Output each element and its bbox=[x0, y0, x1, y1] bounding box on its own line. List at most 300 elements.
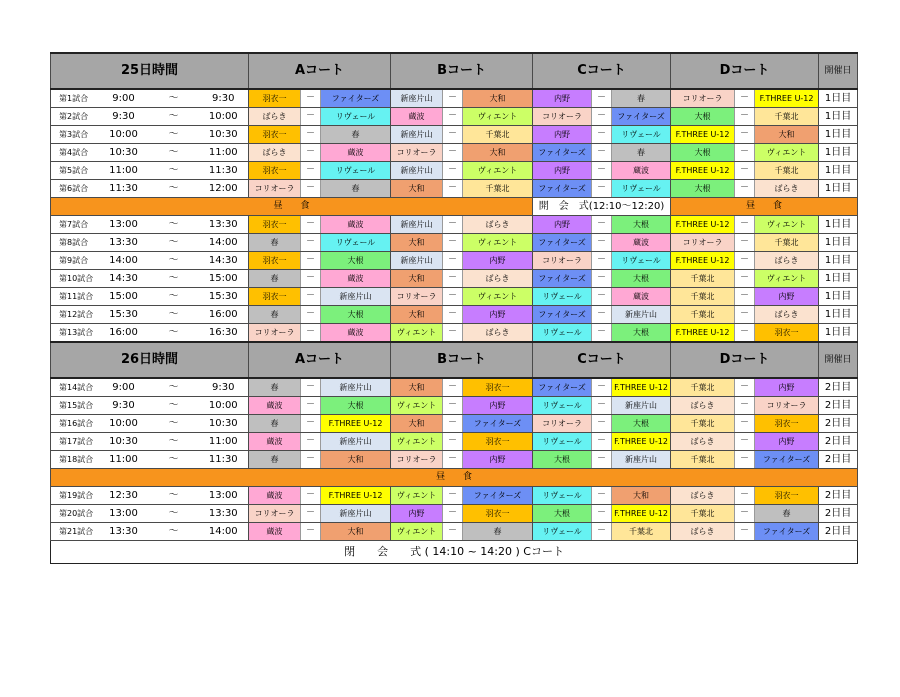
team-home: 新座片山 bbox=[391, 89, 443, 108]
event-day: 1日目 bbox=[819, 324, 858, 343]
versus-dash: － bbox=[443, 324, 463, 343]
match-number: 第11試合 bbox=[51, 288, 99, 306]
end-time: 13:30 bbox=[199, 505, 249, 523]
versus-dash: － bbox=[735, 523, 755, 541]
versus-dash: － bbox=[592, 451, 612, 469]
team-away: 蔵波 bbox=[321, 216, 391, 234]
team-home: 春 bbox=[249, 270, 301, 288]
time-separator: 〜 bbox=[149, 89, 199, 108]
end-time: 11:00 bbox=[199, 433, 249, 451]
start-time: 13:30 bbox=[99, 234, 149, 252]
start-time: 11:00 bbox=[99, 162, 149, 180]
match-number: 第9試合 bbox=[51, 252, 99, 270]
versus-dash: － bbox=[592, 415, 612, 433]
team-away: F.THREE U-12 bbox=[612, 433, 671, 451]
team-home: 千葉北 bbox=[671, 306, 735, 324]
versus-dash: － bbox=[443, 415, 463, 433]
team-away: 新座片山 bbox=[612, 397, 671, 415]
team-home: F.THREE U-12 bbox=[671, 126, 735, 144]
team-away: 大根 bbox=[321, 397, 391, 415]
versus-dash: － bbox=[735, 324, 755, 343]
match-number: 第13試合 bbox=[51, 324, 99, 343]
opening-ceremony: 開 会 式(12:10〜12:20) bbox=[533, 198, 671, 216]
team-away: 大和 bbox=[321, 523, 391, 541]
match-row bbox=[51, 324, 858, 343]
start-time: 10:30 bbox=[99, 144, 149, 162]
end-time: 16:30 bbox=[199, 324, 249, 343]
match-number: 第10試合 bbox=[51, 270, 99, 288]
team-away: 新座片山 bbox=[321, 505, 391, 523]
start-time: 12:30 bbox=[99, 487, 149, 505]
start-time: 13:00 bbox=[99, 505, 149, 523]
team-away: 大根 bbox=[321, 306, 391, 324]
versus-dash: － bbox=[443, 451, 463, 469]
start-time: 9:30 bbox=[99, 397, 149, 415]
team-home: リヴェール bbox=[533, 397, 592, 415]
versus-dash: － bbox=[735, 216, 755, 234]
team-away: 蔵波 bbox=[321, 144, 391, 162]
start-time: 9:00 bbox=[99, 378, 149, 397]
team-home: コリオーラ bbox=[671, 89, 735, 108]
versus-dash: － bbox=[443, 108, 463, 126]
event-day: 2日目 bbox=[819, 487, 858, 505]
event-day: 2日目 bbox=[819, 451, 858, 469]
match-row bbox=[51, 162, 858, 180]
team-away: 羽衣一 bbox=[755, 415, 819, 433]
team-home: ばらき bbox=[671, 433, 735, 451]
team-away: 新座片山 bbox=[321, 433, 391, 451]
team-home: ファイターズ bbox=[533, 306, 592, 324]
versus-dash: － bbox=[301, 234, 321, 252]
team-away: 内野 bbox=[755, 433, 819, 451]
team-home: 新座片山 bbox=[391, 126, 443, 144]
match-number: 第1試合 bbox=[51, 89, 99, 108]
team-home: コリオーラ bbox=[391, 144, 443, 162]
end-time: 10:30 bbox=[199, 126, 249, 144]
team-away: 内野 bbox=[755, 378, 819, 397]
event-day: 1日目 bbox=[819, 108, 858, 126]
versus-dash: － bbox=[301, 324, 321, 343]
court-title: Cコート bbox=[533, 342, 671, 378]
versus-dash: － bbox=[443, 180, 463, 198]
versus-dash: － bbox=[443, 487, 463, 505]
time-separator: 〜 bbox=[149, 270, 199, 288]
start-time: 14:00 bbox=[99, 252, 149, 270]
team-home: 新座片山 bbox=[391, 216, 443, 234]
versus-dash: － bbox=[735, 180, 755, 198]
versus-dash: － bbox=[301, 523, 321, 541]
lunch-label: 昼 食 bbox=[671, 198, 858, 216]
versus-dash: － bbox=[301, 270, 321, 288]
team-home: ファイターズ bbox=[533, 180, 592, 198]
end-time: 15:00 bbox=[199, 270, 249, 288]
versus-dash: － bbox=[592, 89, 612, 108]
team-home: ヴィエント bbox=[391, 487, 443, 505]
start-time: 13:30 bbox=[99, 523, 149, 541]
team-home: ファイターズ bbox=[533, 144, 592, 162]
end-time: 10:30 bbox=[199, 415, 249, 433]
versus-dash: － bbox=[592, 306, 612, 324]
match-row bbox=[51, 523, 858, 541]
team-home: コリオーラ bbox=[671, 234, 735, 252]
match-number: 第8試合 bbox=[51, 234, 99, 252]
team-away: リヴェール bbox=[612, 126, 671, 144]
time-separator: 〜 bbox=[149, 234, 199, 252]
versus-dash: － bbox=[592, 270, 612, 288]
versus-dash: － bbox=[443, 505, 463, 523]
team-home: 春 bbox=[249, 451, 301, 469]
time-separator: 〜 bbox=[149, 505, 199, 523]
closing-ceremony-row bbox=[51, 541, 858, 564]
team-away: リヴェール bbox=[321, 108, 391, 126]
team-home: 蔵波 bbox=[249, 397, 301, 415]
team-home: 大根 bbox=[671, 108, 735, 126]
versus-dash: － bbox=[592, 252, 612, 270]
match-row bbox=[51, 451, 858, 469]
team-home: 春 bbox=[249, 234, 301, 252]
team-home: コリオーラ bbox=[391, 288, 443, 306]
team-home: リヴェール bbox=[533, 433, 592, 451]
team-home: ヴィエント bbox=[391, 397, 443, 415]
event-day: 2日目 bbox=[819, 397, 858, 415]
match-row bbox=[51, 89, 858, 108]
match-row bbox=[51, 108, 858, 126]
versus-dash: － bbox=[301, 415, 321, 433]
end-time: 11:00 bbox=[199, 144, 249, 162]
team-home: 千葉北 bbox=[671, 415, 735, 433]
team-away: 新座片山 bbox=[612, 306, 671, 324]
team-home: 大根 bbox=[671, 144, 735, 162]
team-home: リヴェール bbox=[533, 288, 592, 306]
team-home: 蔵波 bbox=[249, 523, 301, 541]
team-away: 春 bbox=[463, 523, 533, 541]
versus-dash: － bbox=[443, 89, 463, 108]
versus-dash: － bbox=[443, 216, 463, 234]
team-home: ばらき bbox=[249, 144, 301, 162]
team-home: コリオーラ bbox=[391, 451, 443, 469]
versus-dash: － bbox=[443, 523, 463, 541]
team-away: ヴィエント bbox=[463, 288, 533, 306]
team-home: 大根 bbox=[533, 451, 592, 469]
versus-dash: － bbox=[735, 89, 755, 108]
team-away: F.THREE U-12 bbox=[755, 89, 819, 108]
event-day: 2日目 bbox=[819, 433, 858, 451]
versus-dash: － bbox=[735, 270, 755, 288]
event-day: 1日目 bbox=[819, 180, 858, 198]
time-separator: 〜 bbox=[149, 324, 199, 343]
versus-dash: － bbox=[735, 108, 755, 126]
versus-dash: － bbox=[735, 433, 755, 451]
versus-dash: － bbox=[735, 378, 755, 397]
event-day: 1日目 bbox=[819, 89, 858, 108]
match-row bbox=[51, 306, 858, 324]
team-away: 内野 bbox=[463, 252, 533, 270]
end-time: 10:00 bbox=[199, 397, 249, 415]
event-day: 2日目 bbox=[819, 378, 858, 397]
team-away: リヴェール bbox=[321, 162, 391, 180]
team-home: 春 bbox=[249, 378, 301, 397]
team-away: 千葉北 bbox=[755, 108, 819, 126]
team-home: 大和 bbox=[391, 378, 443, 397]
team-away: ファイターズ bbox=[463, 415, 533, 433]
team-away: ばらき bbox=[755, 306, 819, 324]
team-away: ヴィエント bbox=[463, 108, 533, 126]
match-number: 第6試合 bbox=[51, 180, 99, 198]
end-time: 16:00 bbox=[199, 306, 249, 324]
team-away: 羽衣一 bbox=[463, 505, 533, 523]
versus-dash: － bbox=[443, 126, 463, 144]
team-away: 蔵波 bbox=[612, 288, 671, 306]
versus-dash: － bbox=[443, 234, 463, 252]
closing-ceremony: 閉 会 式 ( 14:10 ~ 14:20 ) Cコート bbox=[51, 541, 858, 564]
team-away: 内野 bbox=[463, 451, 533, 469]
time-separator: 〜 bbox=[149, 451, 199, 469]
team-away: 羽衣一 bbox=[755, 487, 819, 505]
event-day: 2日目 bbox=[819, 505, 858, 523]
start-time: 10:30 bbox=[99, 433, 149, 451]
team-home: ファイターズ bbox=[533, 270, 592, 288]
team-away: ファイターズ bbox=[612, 108, 671, 126]
match-number: 第7試合 bbox=[51, 216, 99, 234]
time-separator: 〜 bbox=[149, 523, 199, 541]
team-away: 大和 bbox=[321, 451, 391, 469]
team-away: ヴィエント bbox=[755, 216, 819, 234]
start-time: 9:00 bbox=[99, 89, 149, 108]
match-number: 第19試合 bbox=[51, 487, 99, 505]
end-time: 11:30 bbox=[199, 162, 249, 180]
team-away: 大根 bbox=[612, 270, 671, 288]
team-away: ばらき bbox=[755, 180, 819, 198]
team-away: 大根 bbox=[321, 252, 391, 270]
versus-dash: － bbox=[592, 180, 612, 198]
start-time: 9:30 bbox=[99, 108, 149, 126]
match-number: 第2試合 bbox=[51, 108, 99, 126]
team-home: コリオーラ bbox=[533, 415, 592, 433]
match-number: 第20試合 bbox=[51, 505, 99, 523]
team-home: ヴィエント bbox=[391, 433, 443, 451]
versus-dash: － bbox=[592, 397, 612, 415]
team-away: 大根 bbox=[612, 216, 671, 234]
start-time: 10:00 bbox=[99, 126, 149, 144]
event-day: 1日目 bbox=[819, 306, 858, 324]
team-home: 羽衣一 bbox=[249, 89, 301, 108]
time-separator: 〜 bbox=[149, 126, 199, 144]
match-row bbox=[51, 270, 858, 288]
versus-dash: － bbox=[735, 234, 755, 252]
versus-dash: － bbox=[301, 108, 321, 126]
time-separator: 〜 bbox=[149, 252, 199, 270]
team-home: 春 bbox=[249, 306, 301, 324]
team-home: ヴィエント bbox=[391, 523, 443, 541]
team-away: 蔵波 bbox=[321, 270, 391, 288]
match-number: 第16試合 bbox=[51, 415, 99, 433]
court-title: Bコート bbox=[391, 53, 533, 89]
end-time: 14:30 bbox=[199, 252, 249, 270]
time-title: 25日時間 bbox=[51, 53, 249, 89]
lunch-label: 昼 食 bbox=[51, 469, 858, 487]
team-away: 春 bbox=[321, 180, 391, 198]
team-away: 大根 bbox=[612, 415, 671, 433]
end-time: 12:00 bbox=[199, 180, 249, 198]
versus-dash: － bbox=[735, 451, 755, 469]
team-away: リヴェール bbox=[612, 180, 671, 198]
versus-dash: － bbox=[592, 162, 612, 180]
team-home: リヴェール bbox=[533, 523, 592, 541]
team-away: 千葉北 bbox=[612, 523, 671, 541]
start-time: 16:00 bbox=[99, 324, 149, 343]
time-separator: 〜 bbox=[149, 108, 199, 126]
event-day: 1日目 bbox=[819, 216, 858, 234]
versus-dash: － bbox=[592, 144, 612, 162]
match-number: 第17試合 bbox=[51, 433, 99, 451]
versus-dash: － bbox=[735, 252, 755, 270]
versus-dash: － bbox=[592, 288, 612, 306]
versus-dash: － bbox=[443, 162, 463, 180]
team-home: 大根 bbox=[533, 505, 592, 523]
team-away: 千葉北 bbox=[463, 180, 533, 198]
team-away: 大和 bbox=[612, 487, 671, 505]
lunch-break-row bbox=[51, 469, 858, 487]
versus-dash: － bbox=[301, 397, 321, 415]
match-row bbox=[51, 397, 858, 415]
team-away: 羽衣一 bbox=[463, 378, 533, 397]
team-home: 羽衣一 bbox=[249, 288, 301, 306]
team-away: ヴィエント bbox=[463, 162, 533, 180]
team-away: ばらき bbox=[755, 252, 819, 270]
team-home: 羽衣一 bbox=[249, 126, 301, 144]
end-time: 9:30 bbox=[199, 378, 249, 397]
team-away: ばらき bbox=[463, 216, 533, 234]
event-day: 2日目 bbox=[819, 523, 858, 541]
match-row bbox=[51, 144, 858, 162]
time-separator: 〜 bbox=[149, 487, 199, 505]
team-home: ヴィエント bbox=[391, 324, 443, 343]
team-away: 羽衣一 bbox=[755, 324, 819, 343]
versus-dash: － bbox=[592, 433, 612, 451]
time-separator: 〜 bbox=[149, 288, 199, 306]
team-away: ファイターズ bbox=[755, 523, 819, 541]
team-away: F.THREE U-12 bbox=[612, 378, 671, 397]
versus-dash: － bbox=[443, 288, 463, 306]
day-title: 開催日 bbox=[819, 53, 858, 89]
team-home: 千葉北 bbox=[671, 288, 735, 306]
team-away: 春 bbox=[612, 144, 671, 162]
time-separator: 〜 bbox=[149, 415, 199, 433]
event-day: 1日目 bbox=[819, 288, 858, 306]
team-away: F.THREE U-12 bbox=[321, 415, 391, 433]
court-header-row bbox=[51, 342, 858, 378]
match-row bbox=[51, 378, 858, 397]
team-away: 内野 bbox=[755, 288, 819, 306]
end-time: 13:00 bbox=[199, 487, 249, 505]
versus-dash: － bbox=[735, 505, 755, 523]
team-home: 千葉北 bbox=[671, 270, 735, 288]
versus-dash: － bbox=[592, 487, 612, 505]
team-home: 大和 bbox=[391, 270, 443, 288]
versus-dash: － bbox=[301, 126, 321, 144]
court-title: Aコート bbox=[249, 342, 391, 378]
event-day: 1日目 bbox=[819, 126, 858, 144]
team-home: 蔵波 bbox=[249, 487, 301, 505]
match-row bbox=[51, 180, 858, 198]
match-number: 第15試合 bbox=[51, 397, 99, 415]
versus-dash: － bbox=[735, 162, 755, 180]
versus-dash: － bbox=[301, 216, 321, 234]
team-home: 内野 bbox=[533, 162, 592, 180]
team-home: F.THREE U-12 bbox=[671, 162, 735, 180]
match-number: 第18試合 bbox=[51, 451, 99, 469]
versus-dash: － bbox=[443, 397, 463, 415]
versus-dash: － bbox=[592, 234, 612, 252]
team-home: コリオーラ bbox=[533, 252, 592, 270]
start-time: 14:30 bbox=[99, 270, 149, 288]
versus-dash: － bbox=[301, 252, 321, 270]
versus-dash: － bbox=[443, 378, 463, 397]
team-away: リヴェール bbox=[612, 252, 671, 270]
court-header-row bbox=[51, 53, 858, 89]
team-away: 内野 bbox=[463, 306, 533, 324]
team-away: 蔵波 bbox=[612, 234, 671, 252]
time-separator: 〜 bbox=[149, 216, 199, 234]
time-separator: 〜 bbox=[149, 144, 199, 162]
versus-dash: － bbox=[443, 252, 463, 270]
team-home: 大和 bbox=[391, 234, 443, 252]
start-time: 11:00 bbox=[99, 451, 149, 469]
end-time: 14:00 bbox=[199, 523, 249, 541]
match-row bbox=[51, 288, 858, 306]
match-row bbox=[51, 126, 858, 144]
schedule-table bbox=[50, 52, 858, 564]
team-away: 大和 bbox=[463, 144, 533, 162]
team-home: コリオーラ bbox=[249, 180, 301, 198]
team-home: F.THREE U-12 bbox=[671, 216, 735, 234]
event-day: 1日目 bbox=[819, 270, 858, 288]
court-title: Dコート bbox=[671, 342, 819, 378]
versus-dash: － bbox=[443, 433, 463, 451]
team-away: 新座片山 bbox=[612, 451, 671, 469]
team-away: コリオーラ bbox=[755, 397, 819, 415]
time-title: 26日時間 bbox=[51, 342, 249, 378]
versus-dash: － bbox=[735, 144, 755, 162]
end-time: 13:30 bbox=[199, 216, 249, 234]
match-number: 第14試合 bbox=[51, 378, 99, 397]
team-away: 羽衣一 bbox=[463, 433, 533, 451]
team-home: 大根 bbox=[671, 180, 735, 198]
event-day: 1日目 bbox=[819, 252, 858, 270]
versus-dash: － bbox=[735, 397, 755, 415]
time-separator: 〜 bbox=[149, 162, 199, 180]
team-home: コリオーラ bbox=[533, 108, 592, 126]
match-row bbox=[51, 487, 858, 505]
team-away: 千葉北 bbox=[755, 162, 819, 180]
team-home: ばらき bbox=[671, 397, 735, 415]
event-day: 2日目 bbox=[819, 415, 858, 433]
event-day: 1日目 bbox=[819, 234, 858, 252]
court-title: Cコート bbox=[533, 53, 671, 89]
team-away: 大和 bbox=[755, 126, 819, 144]
team-home: リヴェール bbox=[533, 324, 592, 343]
start-time: 13:00 bbox=[99, 216, 149, 234]
team-home: ばらき bbox=[671, 523, 735, 541]
team-away: ばらき bbox=[463, 270, 533, 288]
court-title: Dコート bbox=[671, 53, 819, 89]
versus-dash: － bbox=[443, 144, 463, 162]
match-number: 第21試合 bbox=[51, 523, 99, 541]
match-number: 第12試合 bbox=[51, 306, 99, 324]
versus-dash: － bbox=[592, 108, 612, 126]
time-separator: 〜 bbox=[149, 433, 199, 451]
versus-dash: － bbox=[301, 451, 321, 469]
